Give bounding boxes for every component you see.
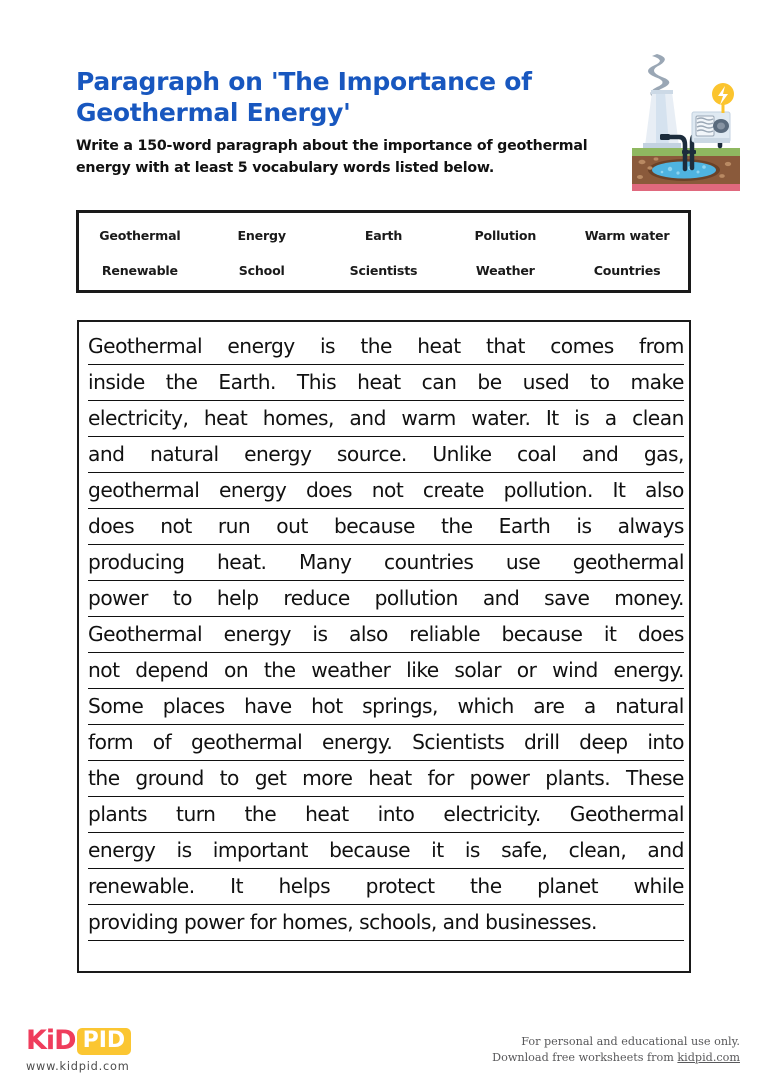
footer-note-line-1: For personal and educational use only.: [521, 1035, 740, 1048]
paragraph-word: the: [244, 802, 277, 826]
paragraph-word: does: [305, 478, 353, 502]
paragraph-word: which: [457, 694, 514, 718]
paragraph-word: producing: [88, 550, 185, 574]
paragraph-word: natural: [615, 694, 684, 718]
paragraph-line: [88, 329, 684, 365]
vocabulary-word: Geothermal: [99, 227, 181, 243]
paragraph-word: are: [533, 694, 565, 718]
paragraph-word: because: [333, 514, 415, 538]
paragraph-word: heat: [203, 406, 248, 430]
paragraph-word: helps: [278, 874, 331, 898]
paragraph-word: natural: [149, 442, 219, 466]
paragraph-word: deep: [579, 730, 628, 754]
paragraph-word: power: [88, 586, 148, 610]
paragraph-word: to: [172, 586, 193, 610]
vocabulary-word: Earth: [364, 227, 403, 243]
paragraph-word: a: [604, 406, 617, 430]
paragraph-word: source.: [336, 442, 407, 466]
paragraph-word: because: [501, 622, 583, 646]
paragraph-word: electricity.: [443, 802, 541, 826]
turbine-generator: [692, 112, 730, 143]
paragraph-line: [88, 761, 684, 797]
geothermal-power-plant-illustration: [632, 46, 740, 194]
logo-wordmark: [26, 1026, 206, 1056]
paragraph-word: protect: [365, 874, 435, 898]
paragraph-word: from: [638, 334, 684, 358]
vocabulary-word: Energy: [237, 227, 286, 243]
paragraph-line: [88, 581, 684, 617]
footer-note: [492, 1034, 740, 1066]
paragraph-word: wind: [552, 658, 598, 682]
paragraph-word: not: [160, 514, 192, 538]
paragraph-word: always: [617, 514, 684, 538]
paragraph-word: and: [482, 586, 520, 610]
paragraph-word: electricity,: [88, 406, 189, 430]
paragraph-word: the: [165, 370, 198, 394]
paragraph-word: is: [312, 622, 328, 646]
paragraph-line: [88, 401, 684, 437]
paragraph-word: drill: [523, 730, 560, 754]
paragraph-word: It: [612, 478, 626, 502]
paragraph-word: planet: [537, 874, 599, 898]
paragraph-word: geothermal: [572, 550, 684, 574]
paragraph-word: the: [88, 766, 120, 790]
kidpid-logo[interactable]: [26, 1026, 206, 1078]
paragraph-word: It: [230, 874, 243, 898]
paragraph-word: Earth: [498, 514, 551, 538]
paragraph-word: clean,: [568, 838, 627, 862]
vocabulary-box: [76, 210, 691, 293]
paragraph-word: plants.: [545, 766, 611, 790]
paragraph-word: run: [217, 514, 251, 538]
paragraph-word: reliable: [409, 622, 481, 646]
paragraph-word: gas,: [643, 442, 684, 466]
paragraph-word: solar: [454, 658, 502, 682]
paragraph-word: does: [637, 622, 684, 646]
worksheet-header: [76, 66, 692, 179]
paragraph-line: [88, 869, 684, 905]
paragraph-word: help: [216, 586, 259, 610]
paragraph-word: can: [421, 370, 457, 394]
paragraph-word: power: [469, 766, 530, 790]
paragraph-word: ground: [135, 766, 204, 790]
pipe-valve: [660, 134, 670, 140]
paragraph-word: places: [162, 694, 225, 718]
paragraph-word: heat.: [217, 550, 267, 574]
paragraph-word: form: [88, 730, 134, 754]
paragraph-word: warm: [401, 406, 456, 430]
paragraph-word: on: [224, 658, 249, 682]
vocabulary-row: [79, 252, 688, 291]
paragraph-word: safe,: [501, 838, 548, 862]
paragraph-word: pollution: [374, 586, 458, 610]
paragraph-word: and: [581, 442, 619, 466]
paragraph-word: Scientists: [412, 730, 505, 754]
paragraph-word: because: [329, 838, 411, 862]
logo-pid-text: PID: [77, 1028, 132, 1055]
paragraph-word: while: [633, 874, 684, 898]
paragraph-line: [88, 365, 684, 401]
paragraph-word: the: [360, 334, 392, 358]
paragraph-word: pollution.: [503, 478, 593, 502]
vocabulary-word: Warm water: [584, 227, 670, 243]
paragraph-word: energy: [218, 478, 287, 502]
paragraph-word: heat: [357, 370, 401, 394]
paragraph-word: and: [349, 406, 386, 430]
page-footer: [0, 1008, 768, 1086]
paragraph-word: to: [590, 370, 610, 394]
paragraph-word: countries: [384, 550, 474, 574]
paragraph-word: save: [544, 586, 590, 610]
paragraph-word: is: [464, 838, 480, 862]
paragraph-line: [88, 545, 684, 581]
paragraph-word: heat: [368, 766, 412, 790]
paragraph-word: money.: [614, 586, 684, 610]
vocabulary-word: Renewable: [101, 263, 178, 279]
paragraph-word: coal: [516, 442, 557, 466]
paragraph-word: into: [377, 802, 415, 826]
paragraph-word: does: [88, 514, 135, 538]
logo-url-text: www.kidpid.com: [26, 1060, 130, 1073]
paragraph-word: be: [477, 370, 502, 394]
paragraph-word: it: [603, 622, 617, 646]
paragraph-line: [88, 437, 684, 473]
logo-kid-text: KiD: [26, 1025, 76, 1056]
paragraph-word: the: [440, 514, 473, 538]
paragraph-word: Some: [88, 694, 144, 718]
paragraph-word: have: [244, 694, 292, 718]
paragraph-word: for: [427, 766, 454, 790]
paragraph-word: to: [219, 766, 239, 790]
vocabulary-word: School: [238, 263, 285, 279]
paragraph-line: [88, 797, 684, 833]
paragraph-word: also: [348, 622, 388, 646]
vocabulary-word: Pollution: [474, 227, 537, 243]
paragraph-word: heat: [417, 334, 461, 358]
paragraph-word: into: [647, 730, 684, 754]
deep-rock-layer: [632, 184, 740, 191]
paragraph-word: geothermal: [190, 730, 303, 754]
paragraph-word: hot: [311, 694, 343, 718]
paragraph-word: Earth.: [218, 370, 276, 394]
paragraph-word: it: [431, 838, 444, 862]
paragraph-word: Geothermal: [88, 622, 203, 646]
paragraph-line: [88, 833, 684, 869]
paragraph-word: clean: [632, 406, 684, 430]
paragraph-word: Many: [298, 550, 352, 574]
paragraph-word: is: [574, 406, 590, 430]
paragraph-word: and: [647, 838, 684, 862]
paragraph-word: more: [302, 766, 353, 790]
paragraph-word: energy.: [321, 730, 393, 754]
paragraph-word: energy: [223, 622, 291, 646]
paragraph-word: the: [263, 658, 296, 682]
paragraph-word: the: [469, 874, 502, 898]
paragraph-word: turn: [176, 802, 216, 826]
paragraph-word: or: [516, 658, 537, 682]
paragraph-word: weather: [311, 658, 391, 682]
paragraph-word: Geothermal: [569, 802, 684, 826]
vocabulary-word: Countries: [593, 263, 661, 279]
paragraph-line: [88, 509, 684, 545]
paragraph-word: is: [176, 838, 192, 862]
paragraph-word: springs,: [362, 694, 438, 718]
paragraph-word: make: [630, 370, 684, 394]
paragraph-word: depend: [135, 658, 209, 682]
kidpid-link[interactable]: kidpid.com: [677, 1051, 740, 1064]
paragraph-word: not: [88, 658, 120, 682]
paragraph-word: energy: [244, 442, 312, 466]
paragraph-word: providing power for homes, schools, and businesses.: [88, 910, 597, 934]
footer-note-prefix: Download free worksheets from: [492, 1051, 678, 1064]
paragraph-word: create: [422, 478, 484, 502]
paragraph-line: [88, 905, 684, 941]
paragraph-word: water.: [471, 406, 531, 430]
vocabulary-word: Weather: [475, 263, 535, 279]
paragraph-word: important: [212, 838, 308, 862]
paragraph-word: used: [522, 370, 570, 394]
paragraph-word: This: [296, 370, 337, 394]
paragraph-text: [88, 329, 684, 941]
paragraph-word: not: [371, 478, 404, 502]
paragraph-line: [88, 473, 684, 509]
paragraph-word: energy.: [613, 658, 684, 682]
paragraph-word: is: [576, 514, 592, 538]
paragraph-word: out: [276, 514, 308, 538]
page-title: Paragraph on 'The Importance of Geothermal Energy': [76, 67, 532, 127]
vocabulary-row: [79, 213, 688, 252]
paragraph-word: Geothermal: [88, 334, 203, 358]
paragraph-word: geothermal: [88, 478, 200, 502]
paragraph-word: These: [625, 766, 684, 790]
paragraph-word: and: [88, 442, 125, 466]
paragraph-line: [88, 689, 684, 725]
paragraph-line: [88, 725, 684, 761]
paragraph-word: get: [254, 766, 287, 790]
paragraph-word: reduce: [283, 586, 350, 610]
paragraph-word: is: [319, 334, 336, 358]
paragraph-word: like: [406, 658, 439, 682]
paragraph-word: energy: [227, 334, 295, 358]
paragraph-word: renewable.: [88, 874, 195, 898]
paragraph-word: plants: [88, 802, 148, 826]
paragraph-line: [88, 617, 684, 653]
paragraph-answer-box[interactable]: [77, 320, 691, 973]
paragraph-word: comes: [550, 334, 614, 358]
paragraph-word: heat: [305, 802, 349, 826]
paragraph-word: of: [152, 730, 172, 754]
paragraph-word: use: [505, 550, 541, 574]
paragraph-word: Unlike: [432, 442, 492, 466]
paragraph-word: inside: [88, 370, 145, 394]
paragraph-word: homes,: [262, 406, 334, 430]
paragraph-word: a: [583, 694, 596, 718]
paragraph-word: also: [645, 478, 684, 502]
paragraph-word: It: [545, 406, 559, 430]
paragraph-word: energy: [88, 838, 156, 862]
instructions-text: Write a 150-word paragraph about the importance of geothermal energy with at least 5 vocabulary words listed below.: [76, 138, 588, 176]
vocabulary-word: Scientists: [349, 263, 418, 279]
footer-note-line-2: [492, 1050, 740, 1066]
paragraph-word: that: [485, 334, 525, 358]
paragraph-line: [88, 653, 684, 689]
